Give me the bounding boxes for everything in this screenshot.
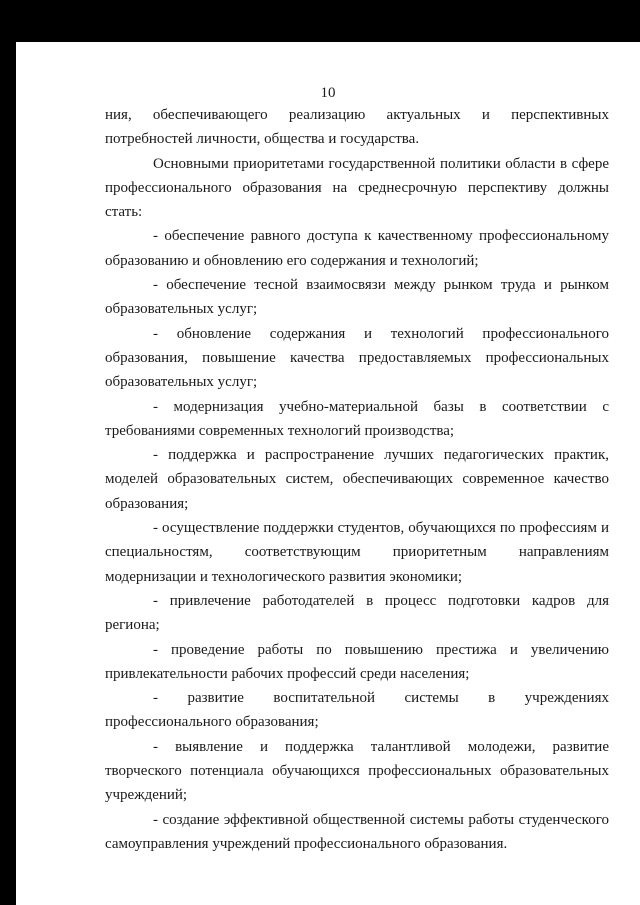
document-page (16, 42, 640, 905)
list-item: - обновление содержания и технологий профессионального образования, повышение качества предоставляемых профессиональных образовательных услуг; (105, 325, 609, 391)
list-item: - поддержка и распространение лучших педагогических практик, моделей образовательных систем, обеспечивающих современное качество образования; (105, 447, 609, 512)
list-item: - создание эффективной общественной системы работы студенческого самоуправления учреждений профессионального образования. (105, 811, 609, 852)
document-body (105, 103, 609, 856)
paragraph-priorities-intro: Основными приоритетами государственной политики области в сфере профессионального образования на среднесрочную перспективу должны стать: (105, 155, 609, 221)
list-item: - обеспечение равного доступа к качественному профессиональному образованию и обновлению его содержания и технологий; (105, 228, 609, 269)
list-item: - развитие воспитательной системы в учреждениях профессионального образования; (105, 690, 609, 731)
paragraph-continuation: ния, обеспечивающего реализацию актуальных и перспективных потребностей личности, общества и государства. (105, 107, 609, 148)
list-item: - проведение работы по повышению престижа и увеличению привлекательности рабочих профессий среди населения; (105, 641, 609, 682)
page-number: 10 (320, 85, 336, 101)
list-item: - модернизация учебно-материальной базы в соответствии с требованиями современных технологий производства; (105, 398, 609, 439)
list-item: - выявление и поддержка талантливой молодежи, развитие творческого потенциала обучающихся профессиональных образовательных учреждений; (105, 738, 609, 804)
list-item: - осуществление поддержки студентов, обучающихся по профессиям и специальностям, соответствующим приоритетным направлениям модернизации и технологического развития экономики; (105, 520, 609, 585)
list-item: - обеспечение тесной взаимосвязи между рынком труда и рынком образовательных услуг; (105, 277, 609, 318)
list-item: - привлечение работодателей в процесс подготовки кадров для региона; (105, 592, 609, 634)
